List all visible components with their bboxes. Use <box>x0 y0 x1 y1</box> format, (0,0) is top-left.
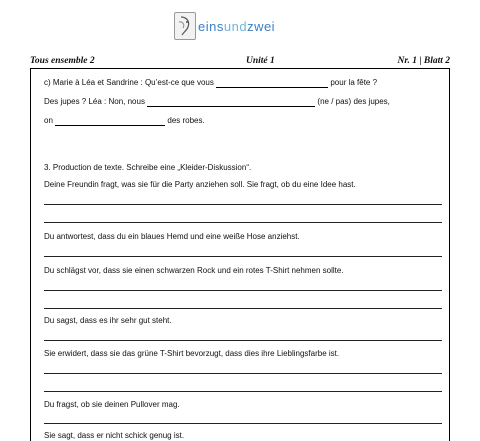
writing-line[interactable] <box>44 256 442 257</box>
sheet-number: Nr. 1 | Blatt 2 <box>397 56 450 66</box>
writing-line[interactable] <box>44 373 442 374</box>
book-title: Tous ensemble 2 <box>30 56 95 66</box>
prompt-7: Sie sagt, dass er nicht schick genug ist. <box>44 431 185 440</box>
right-border <box>449 69 450 441</box>
prompt-6: Du fragst, ob sie deinen Pullover mag. <box>44 400 180 409</box>
exercise-c-line-2: Des jupes ? Léa : Non, nous (ne / pas) des jupes, <box>44 97 390 106</box>
eins-und-zwei-logo <box>174 10 275 42</box>
writing-line[interactable] <box>44 391 442 392</box>
prompt-3: Du schlägst vor, dass sie einen schwarzen Rock und ein rotes T-Shirt nehmen sollte. <box>44 266 344 275</box>
exercise-3-title: 3. Production de texte. Schreibe eine „Kleider-Diskussion“. <box>44 163 252 172</box>
answer-blank-3[interactable] <box>55 117 165 126</box>
writing-line[interactable] <box>44 222 442 223</box>
writing-line[interactable] <box>44 204 442 205</box>
exercise-c-line-1: c) Marie à Léa et Sandrine : Qu’est-ce que vous pour la fête ? <box>44 78 378 87</box>
writing-line[interactable] <box>44 423 442 424</box>
logo-text: einsundzwei <box>198 18 276 34</box>
left-border <box>30 69 31 441</box>
prompt-1: Deine Freundin fragt, was sie für die Party anziehen soll. Sie fragt, ob du eine Idee hast. <box>44 180 356 189</box>
logo-face-icon <box>174 12 196 40</box>
prompt-4: Du sagst, dass es ihr sehr gut steht. <box>44 316 172 325</box>
writing-line[interactable] <box>44 340 442 341</box>
prompt-2: Du antwortest, dass du ein blaues Hemd und eine weiße Hose anziehst. <box>44 232 300 241</box>
exercise-c-line-3: on des robes. <box>44 116 205 125</box>
unit-label: Unité 1 <box>246 56 275 66</box>
writing-line[interactable] <box>44 308 442 309</box>
header-divider <box>30 68 450 69</box>
answer-blank-1[interactable] <box>216 79 328 88</box>
prompt-5: Sie erwidert, dass sie das grüne T-Shirt bevorzugt, dass dies ihre Lieblingsfarbe ist. <box>44 349 340 358</box>
writing-line[interactable] <box>44 290 442 291</box>
answer-blank-2[interactable] <box>147 98 315 107</box>
